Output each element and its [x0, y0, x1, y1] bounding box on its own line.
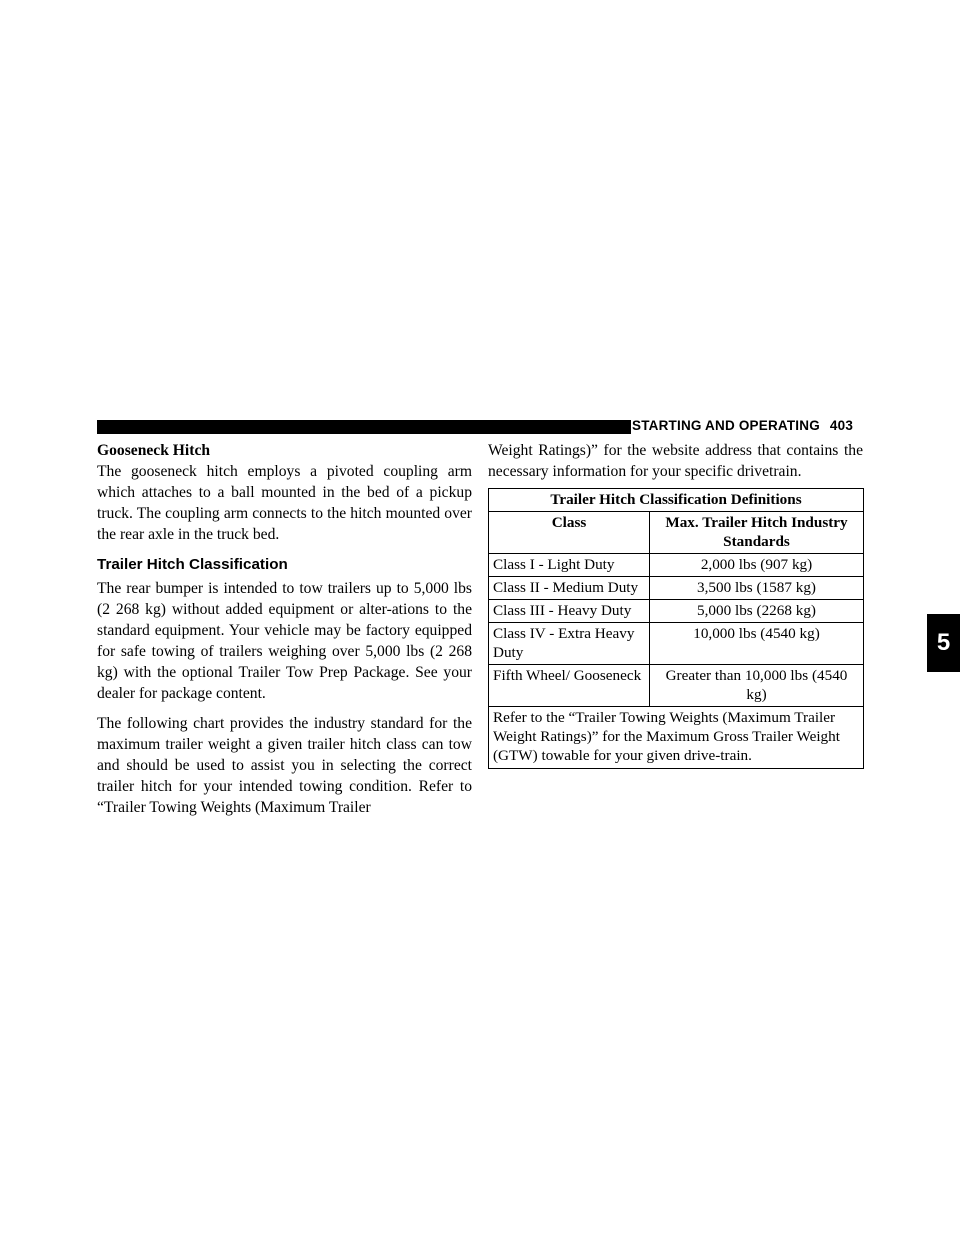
table-row: [489, 577, 864, 600]
chart-intro-paragraph: The following chart provides the industry standard for the maximum trailer weight a given trailer hitch class can tow and should be used to assist you in selecting the correct trailer hitch for your intended towing condition. Refer to “Trailer Towing Weights (Maximum Trailer: [97, 715, 472, 816]
right-column: [488, 440, 863, 769]
section-title: STARTING AND OPERATING: [632, 418, 820, 433]
table-cell-weight: 3,500 lbs (1587 kg): [650, 577, 864, 600]
header-rule: [97, 420, 631, 434]
table-row: [489, 665, 864, 707]
chapter-tab: 5: [927, 614, 960, 672]
continued-paragraph: Weight Ratings)” for the website address that contains the necessary information for your specific drivetrain.: [488, 442, 863, 480]
table-header-class: Class: [489, 512, 650, 554]
table-row: [489, 623, 864, 665]
table-row: [489, 554, 864, 577]
table-cell-class: Class IV - Extra Heavy Duty: [489, 623, 650, 665]
gooseneck-paragraph: The gooseneck hitch employs a pivoted coupling arm which attaches to a ball mounted in the bed of a pickup truck. The coupling arm connects to the hitch mounted over the rear axle in the truck bed.: [97, 463, 472, 543]
table-footnote: Refer to the “Trailer Towing Weights (Maximum Trailer Weight Ratings)” for the Maximum Gross Trailer Weight (GTW) towable for your given drive-train.: [489, 707, 864, 769]
table-header-max-standards: Max. Trailer Hitch Industry Standards: [650, 512, 864, 554]
hitch-classification-table: [488, 488, 864, 769]
table-cell-class: Class III - Heavy Duty: [489, 600, 650, 623]
page-number: 403: [829, 418, 854, 433]
classification-paragraph: The rear bumper is intended to tow trailers up to 5,000 lbs (2 268 kg) without added equipment or alter-ations to the standard equipment. Your vehicle may be factory equipped for safe towing of trailers weighing over 5,000 lbs (2 268 kg) with the optional Trailer Tow Prep Package. See your dealer for package content.: [97, 580, 472, 702]
table-cell-weight: 2,000 lbs (907 kg): [650, 554, 864, 577]
table-cell-class: Class II - Medium Duty: [489, 577, 650, 600]
table-row: [489, 600, 864, 623]
classification-heading: Trailer Hitch Classification: [97, 556, 288, 573]
table-cell-class: Class I - Light Duty: [489, 554, 650, 577]
table-caption: Trailer Hitch Classification Definitions: [489, 489, 864, 512]
running-header: [632, 416, 853, 436]
left-column: [97, 440, 472, 818]
table-cell-weight: 5,000 lbs (2268 kg): [650, 600, 864, 623]
table-cell-weight: Greater than 10,000 lbs (4540 kg): [650, 665, 864, 707]
table-cell-weight: 10,000 lbs (4540 kg): [650, 623, 864, 665]
gooseneck-heading: Gooseneck Hitch: [97, 442, 211, 459]
table-cell-class: Fifth Wheel/ Gooseneck: [489, 665, 650, 707]
